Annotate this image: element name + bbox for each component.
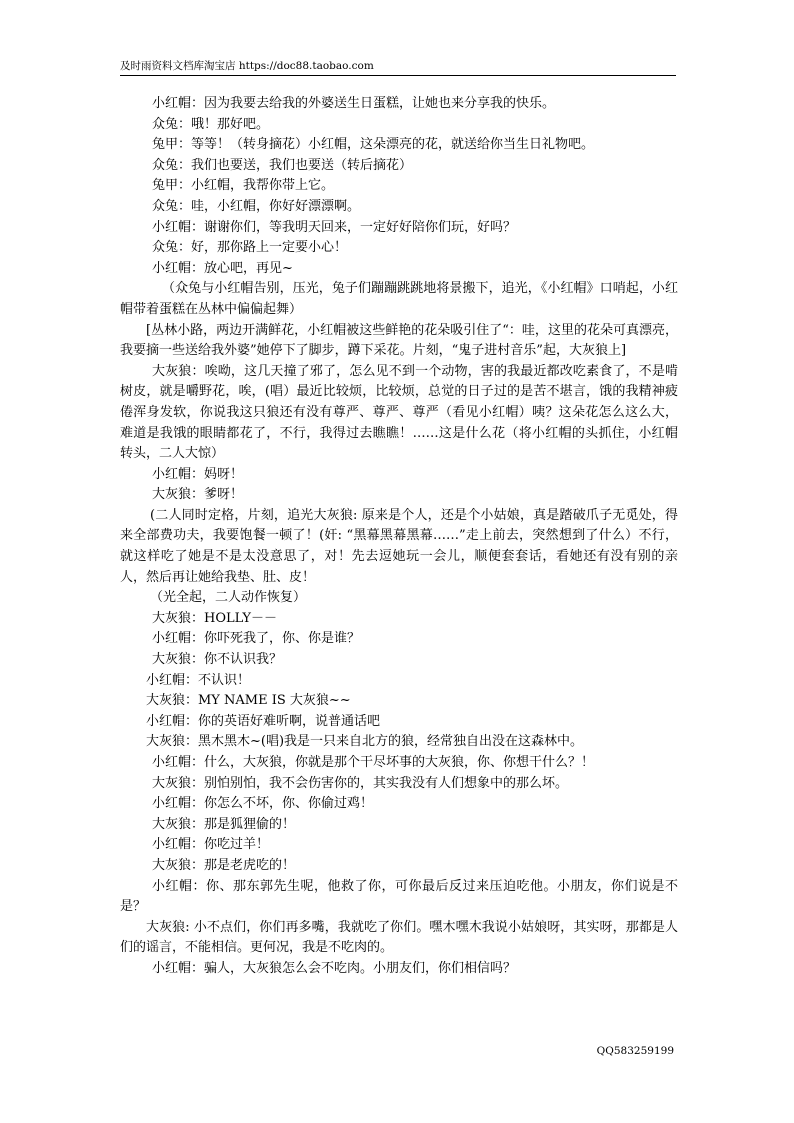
script-line: 小红帽：因为我要去给我的外婆送生日蛋糕，让她也来分享我的快乐。: [152, 96, 556, 111]
script-line: 小红帽：骗人，大灰狼怎么会不吃肉。小朋友们，你们相信吗？: [152, 960, 517, 976]
script-line: 兔甲：小红帽，我帮你带上它。: [152, 178, 335, 194]
script-line: 大灰狼：你不认识我？: [152, 652, 283, 668]
footer-text: QQ583259199: [596, 1045, 674, 1057]
stage-direction: （光全起，二人动作恢复）: [150, 590, 307, 606]
stage-direction: (二人同时定格，片刻，追光大灰狼: 原来是个人，还是个小姑娘，真是踏破爪子无觅处，得来全部费功夫，我要饱餐一顿了！(奸: “黑幕黑幕黑幕……”走上前去，突然想到了什么）不行，就这样吃了她是不是太没意思了，对！先去逗她玩一会儿，顺便套套话，看她还有没有别的亲人，然后再让她给我垫、肚、皮！: [120, 507, 678, 585]
script-line: 众兔：好，那你路上一定要小心！: [152, 240, 348, 256]
script-line: 众兔：我们也要送，我们也要送（转后摘花）: [152, 157, 413, 173]
script-line: 大灰狼：那是狐狸偷的！: [152, 816, 296, 832]
script-line: 大灰狼：黑木黑木~(唱)我是一只来自北方的狼，经常独自出没在这森林中。: [146, 734, 584, 750]
script-line: 小红帽：你、那东郭先生呢，他救了你，可你最后反过来压迫吃他。小朋友，你们说是不是？: [120, 878, 678, 915]
script-line: 小红帽：放心吧，再见~: [152, 260, 293, 276]
script-line: 小红帽：你吃过羊！: [152, 837, 270, 853]
script-line: 小红帽：不认识！: [146, 672, 251, 688]
script-line: 小红帽：什么，大灰狼，你就是那个干尽坏事的大灰狼，你、你想干什么？！: [152, 755, 595, 770]
script-line: 兔甲：等等！（转身摘花）小红帽，这朵漂亮的花，就送给你当生日礼物吧。: [152, 137, 595, 153]
script-line: 小红帽：妈呀！: [152, 466, 244, 482]
script-line: 大灰狼：别怕别怕，我不会伤害你的，其实我没有人们想象中的那么坏。: [152, 775, 569, 791]
script-line: 大灰狼：唉呦，这几天撞了邪了，怎么见不到一个动物，害的我最近都改吃素食了，不是啃树皮，就是嚼野花，唉，(唱）最近比较烦，比较烦，总觉的日子过的是苦不堪言，饿的我精神疲倦浑身发软，你说我这只狼还有没有尊严、尊严、尊严（看见小红帽）咦？这朵花怎么这么大，难道是我饿的眼睛都花了，不行，我得过去瞧瞧！……这是什么花（将小红帽的头抓住，小红帽转头，二人大惊）: [120, 363, 678, 462]
script-line: 大灰狼：爹呀！: [152, 487, 244, 503]
script-line: 大灰狼：MY NAME IS 大灰狼~~: [146, 693, 351, 709]
script-line: 小红帽：你的英语好难听啊，说普通话吧: [146, 713, 381, 729]
header-text: 及时雨资料文档库淘宝店 https://doc88.taobao.com: [120, 60, 374, 72]
script-line: 众兔：哦！那好吧。: [152, 116, 270, 132]
stage-direction: [丛林小路，两边开满鲜花，小红帽被这些鲜艳的花朵吸引住了“：哇，这里的花朵可真漂亮，我要摘一些送给我外婆”她停下了脚步，蹲下采花。片刻，“鬼子进村音乐”起，大灰狼上]: [120, 322, 678, 359]
script-line: 大灰狼：那是老虎吃的！: [152, 857, 296, 873]
page-footer: [597, 1043, 674, 1059]
page-header: [120, 57, 676, 76]
script-line: 小红帽：谢谢你们，等我明天回来，一定好好陪你们玩，好吗？: [152, 219, 517, 235]
script-line: 小红帽：你怎么不坏，你、你偷过鸡！: [152, 796, 374, 812]
script-line: 众兔：哇，小红帽，你好好漂漂啊。: [152, 198, 361, 214]
script-line: 大灰狼：HOLLY－－: [152, 610, 278, 626]
script-body: [120, 94, 678, 980]
stage-direction: （众兔与小红帽告别，压光，兔子们蹦蹦跳跳地将景搬下，追光，《小红帽》口哨起，小红帽带着蛋糕在丛林中偏偏起舞）: [120, 281, 678, 317]
script-line: 小红帽：你吓死我了，你、你是谁？: [152, 631, 361, 647]
script-line: 大灰狼: 小不点们，你们再多嘴，我就吃了你们。嘿木嘿木我说小姑娘呀，其实呀，那都是人们的谣言，不能相信。更何况，我是不吃肉的。: [120, 919, 678, 956]
